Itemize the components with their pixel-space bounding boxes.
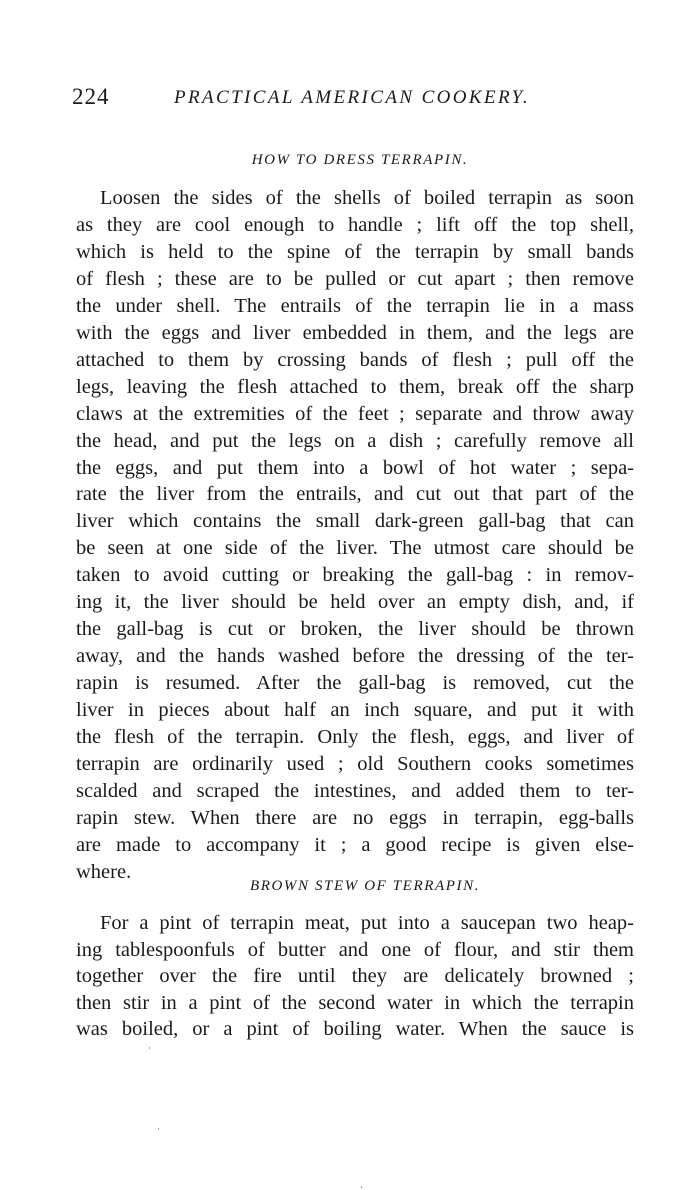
section-heading-brown-stew: BROWN STEW OF TERRAPIN. — [249, 878, 481, 894]
text-line: the gall-bag is cut or broken, the liver should be thrown — [76, 618, 634, 641]
text-line: be seen at one side of the liver. The utmost care should be — [76, 537, 634, 560]
text-line: of flesh ; these are to be pulled or cut apart ; then remove — [76, 267, 634, 290]
text-line: attached to them by crossing bands of flesh ; pull off the — [76, 348, 634, 371]
text-line: the flesh of the terrapin. Only the flesh, eggs, and liver of — [76, 726, 634, 748]
paper-speck — [361, 1186, 362, 1188]
text-line: the under shell. The entrails of the terrapin lie in a mass — [76, 294, 634, 317]
section-heading-dress-terrapin: HOW TO DRESS TERRAPIN. — [251, 152, 469, 168]
text-line: claws at the extremities of the feet ; separate and throw away — [76, 402, 634, 425]
text-line: with the eggs and liver embedded in them, and the legs are — [76, 321, 634, 344]
text-line: terrapin are ordinarily used ; old Southern cooks sometimes — [76, 752, 634, 775]
text-line: where. — [76, 860, 132, 883]
text-line: taken to avoid cutting or breaking the gall-bag : in remov- — [76, 564, 634, 587]
page-number: 224 — [72, 84, 110, 109]
text-line: rapin is resumed. After the gall-bag is removed, cut the — [76, 672, 634, 695]
paper-speck — [149, 1047, 150, 1049]
text-line: the head, and put the legs on a dish ; carefully remove all — [76, 429, 634, 452]
text-line: Loosen the sides of the shells of boiled terrapin as soon — [100, 187, 634, 209]
text-line: away, and the hands washed before the dressing of the ter- — [76, 645, 634, 668]
running-title: PRACTICAL AMERICAN COOKERY. — [174, 87, 530, 108]
text-line: scalded and scraped the intestines, and added them to ter- — [76, 779, 634, 802]
text-line: then stir in a pint of the second water in which the terrapin — [76, 991, 634, 1014]
text-line: ing it, the liver should be held over an empty dish, and, if — [76, 591, 634, 614]
running-head — [72, 84, 642, 116]
text-line: rate the liver from the entrails, and cut out that part of the — [76, 483, 634, 506]
text-line: was boiled, or a pint of boiling water. When the sauce is — [76, 1018, 634, 1041]
text-line: together over the fire until they are delicately browned ; — [76, 965, 634, 988]
paper-speck — [158, 1128, 159, 1130]
text-line: the eggs, and put them into a bowl of hot water ; sepa- — [76, 456, 634, 479]
text-line: rapin stew. When there are no eggs in terrapin, egg-balls — [76, 806, 634, 829]
text-line: ing tablespoonfuls of butter and one of flour, and stir them — [76, 938, 634, 961]
text-line: legs, leaving the flesh attached to them, break off the sharp — [76, 375, 634, 398]
text-line: which is held to the spine of the terrapin by small bands — [76, 240, 634, 263]
text-line: For a pint of terrapin meat, put into a saucepan two heap- — [100, 912, 634, 934]
text-line: as they are cool enough to handle ; lift off the top shell, — [76, 213, 634, 236]
text-line: liver in pieces about half an inch square, and put it with — [76, 699, 634, 722]
text-line: are made to accompany it ; a good recipe is given else- — [76, 833, 634, 856]
text-line: liver which contains the small dark-green gall-bag that can — [76, 510, 634, 533]
